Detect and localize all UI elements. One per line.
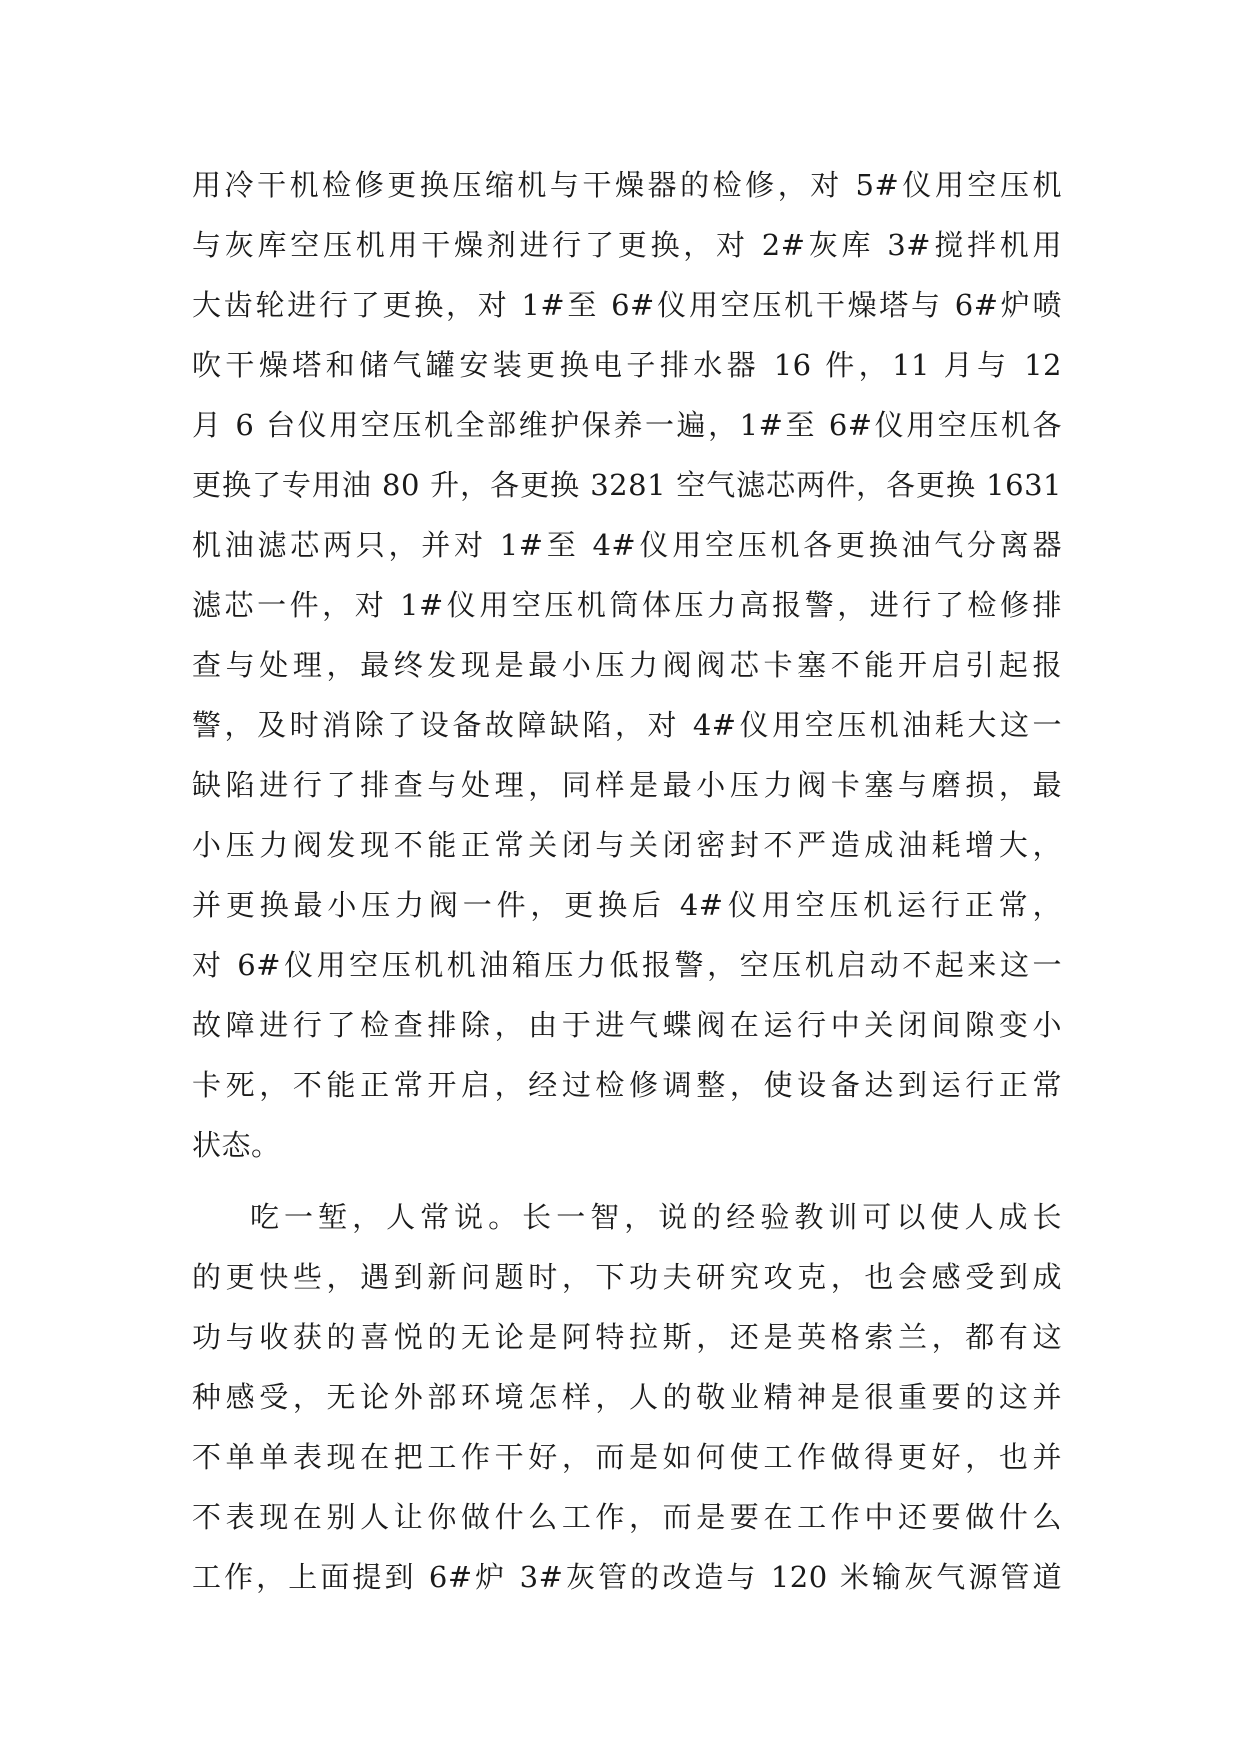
text-line: 种感受，无论外部环境怎样，人的敬业精神是很重要的这并	[192, 1380, 1062, 1414]
text-line: 并更换最小压力阀一件，更换后 4#仪用空压机运行正常，	[192, 888, 1062, 922]
text-line: 吹干燥塔和储气罐安装更换电子排水器 16 件，11 月与 12	[192, 348, 1062, 382]
text-line: 故障进行了检查排除，由于进气蝶阀在运行中关闭间隙变小	[192, 1008, 1062, 1042]
paragraph-spacer	[192, 1175, 1062, 1187]
body-text	[192, 155, 1062, 1607]
text-line: 卡死，不能正常开启，经过检修调整，使设备达到运行正常	[192, 1068, 1062, 1102]
text-line: 月 6 台仪用空压机全部维护保养一遍，1#至 6#仪用空压机各	[192, 408, 1062, 442]
text-line: 缺陷进行了排查与处理，同样是最小压力阀卡塞与磨损，最	[192, 768, 1062, 802]
text-line: 状态。	[192, 1128, 281, 1162]
text-line: 机油滤芯两只，并对 1#至 4#仪用空压机各更换油气分离器	[192, 528, 1062, 562]
text-line: 小压力阀发现不能正常关闭与关闭密封不严造成油耗增大，	[192, 828, 1062, 862]
text-line: 对 6#仪用空压机机油箱压力低报警，空压机启动不起来这一	[192, 948, 1062, 982]
paragraph-1	[192, 155, 1062, 1175]
text-line: 不单单表现在把工作干好，而是如何使工作做得更好，也并	[192, 1440, 1062, 1474]
text-line: 功与收获的喜悦的无论是阿特拉斯，还是英格索兰，都有这	[192, 1320, 1062, 1354]
text-line: 大齿轮进行了更换，对 1#至 6#仪用空压机干燥塔与 6#炉喷	[192, 288, 1062, 322]
text-line: 的更快些，遇到新问题时，下功夫研究攻克，也会感受到成	[192, 1260, 1062, 1294]
text-line: 工作，上面提到 6#炉 3#灰管的改造与 120 米输灰气源管道	[192, 1560, 1062, 1594]
text-line: 更换了专用油 80 升，各更换 3281 空气滤芯两件，各更换 1631	[192, 468, 1062, 502]
text-line: 查与处理，最终发现是最小压力阀阀芯卡塞不能开启引起报	[192, 648, 1062, 682]
text-line: 不表现在别人让你做什么工作，而是要在工作中还要做什么	[192, 1500, 1062, 1534]
text-line: 滤芯一件，对 1#仪用空压机筒体压力高报警，进行了检修排	[192, 588, 1062, 622]
text-line: 与灰库空压机用干燥剂进行了更换，对 2#灰库 3#搅拌机用	[192, 228, 1062, 262]
text-line: 用冷干机检修更换压缩机与干燥器的检修，对 5#仪用空压机	[192, 168, 1062, 202]
text-line: 警，及时消除了设备故障缺陷，对 4#仪用空压机油耗大这一	[192, 708, 1062, 742]
text-line: 吃一堑，人常说。长一智，说的经验教训可以使人成长	[250, 1200, 1062, 1234]
paragraph-2	[192, 1187, 1062, 1607]
